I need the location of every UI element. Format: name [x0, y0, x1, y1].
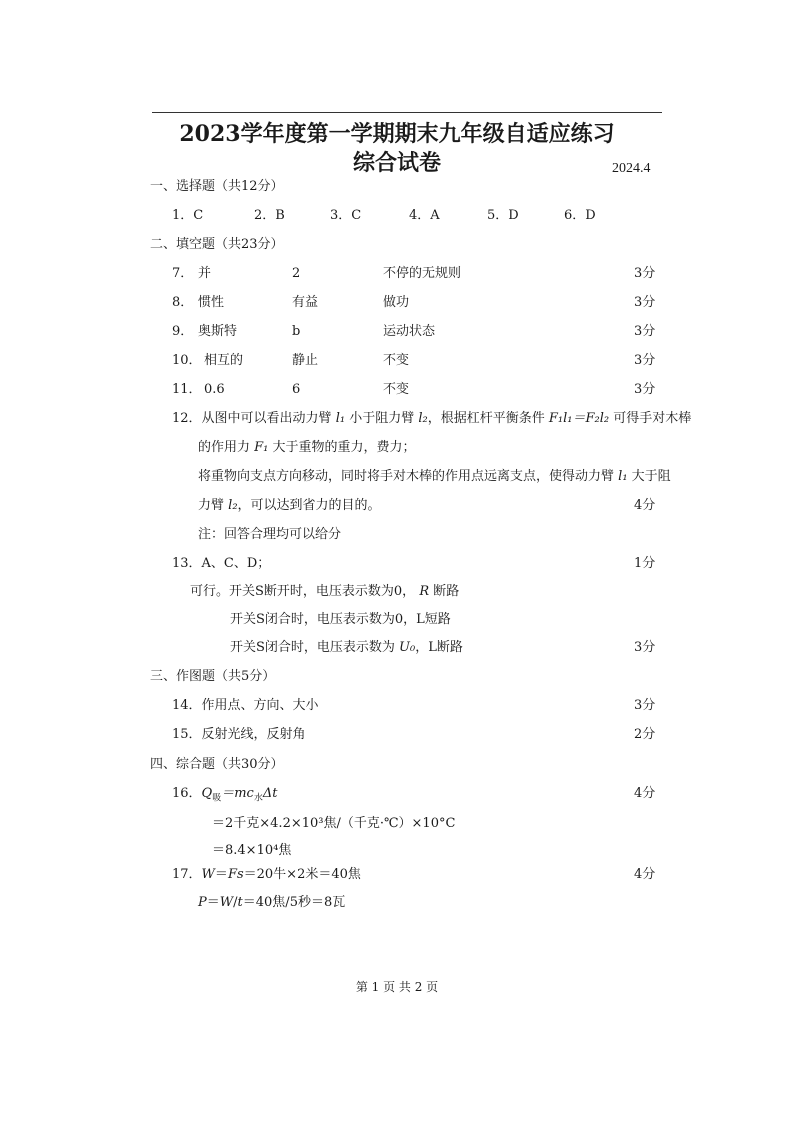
section-drawing-heading: 三、作图题（共5分） — [150, 669, 276, 684]
q12-score: 4分 — [634, 498, 656, 513]
q12-line-1: 12．从图中可以看出动力臂 l₁ 小于阻力臂 l₂，根据杠杆平衡条件 F₁l₁＝F₂l₂ 可得手对木棒 — [172, 411, 692, 426]
fill-8-a: 惯性 — [198, 295, 225, 310]
q12-line-3: 将重物向支点方向移动，同时将手对木棒的作用点远离支点，使得动力臂 l₁ 大于阻 — [198, 469, 671, 484]
page-footer: 第 1 页 共 2 页 — [355, 980, 439, 994]
q14-score: 3分 — [634, 698, 656, 713]
fill-9-c: 运动状态 — [383, 324, 436, 339]
q12-line-4: 力臂 l₂，可以达到省力的目的。 — [198, 498, 381, 513]
q16-formula-1: 16．$Q_吸=mc_水\Delta t$ — [172, 786, 278, 804]
fill-11-score: 3分 — [634, 382, 656, 397]
title-line-1: 2023学年度第一学期期末九年级自适应练习 — [179, 121, 615, 147]
section-choice-heading: 一、选择题（共12分） — [150, 179, 284, 194]
fill-10-score: 3分 — [634, 353, 656, 368]
q16-formula-3: ＝8.4×10⁴焦 — [212, 843, 292, 858]
fill-7-a: 并 — [198, 266, 212, 281]
fill-10-b: 静止 — [292, 353, 319, 368]
mc-answer-1: 1．C — [172, 208, 204, 223]
q12-line-2: 的作用力 F₁ 大于重物的重力，费力； — [198, 440, 416, 455]
mc-answer-6: 6．D — [564, 208, 596, 223]
q12-note: 注：回答合理均可以给分 — [198, 527, 342, 542]
section-comprehensive-heading: 四、综合题（共30分） — [150, 757, 284, 772]
fill-num-9: 9． — [172, 324, 194, 339]
title-line-2: 综合试卷 — [352, 150, 441, 176]
q15-score: 2分 — [634, 727, 656, 742]
q15-text: 15．反射光线，反射角 — [172, 727, 306, 742]
fill-9-a: 奥斯特 — [198, 324, 238, 339]
mc-answer-2: 2．B — [254, 208, 285, 223]
fill-8-c: 做功 — [383, 295, 410, 310]
top-rule — [152, 112, 662, 113]
q17-formula-2: P＝W/t＝40焦/5秒＝8瓦 — [198, 895, 346, 910]
fill-11-b: 6 — [292, 382, 301, 397]
q16-formula-2: ＝2千克×4.2×10³焦/（千克·℃）×10°C — [212, 816, 456, 831]
exam-date: 2024.4 — [612, 161, 651, 176]
section-fill-heading: 二、填空题（共23分） — [150, 237, 284, 252]
fill-7-score: 3分 — [634, 266, 656, 281]
q17-formula-1: 17．W＝Fs＝20牛×2米＝40焦 — [172, 867, 361, 882]
q13-score-1: 1分 — [634, 556, 656, 571]
q13-line-2: 可行。开关S断开时，电压表示数为0， R 断路 — [190, 584, 460, 599]
fill-11-a: 0.6 — [204, 382, 225, 397]
q13-line-1: 13．A、C、D； — [172, 556, 271, 571]
q14-text: 14．作用点、方向、大小 — [172, 698, 319, 713]
fill-num-8: 8． — [172, 295, 194, 310]
q16-score: 4分 — [634, 786, 656, 801]
mc-answer-5: 5．D — [487, 208, 519, 223]
q17-score: 4分 — [634, 867, 656, 882]
mc-answer-3: 3．C — [330, 208, 362, 223]
q13-line-3: 开关S闭合时，电压表示数为0，L短路 — [230, 612, 451, 627]
fill-num-11: 11． — [172, 382, 202, 397]
fill-8-b: 有益 — [292, 295, 319, 310]
fill-10-c: 不变 — [383, 353, 410, 368]
fill-11-c: 不变 — [383, 382, 410, 397]
fill-num-10: 10． — [172, 353, 202, 368]
fill-num-7: 7． — [172, 266, 194, 281]
fill-8-score: 3分 — [634, 295, 656, 310]
mc-answer-4: 4．A — [409, 208, 440, 223]
fill-7-b: 2 — [292, 266, 301, 281]
fill-9-b: b — [292, 324, 301, 339]
q13-score-4: 3分 — [634, 640, 656, 655]
fill-7-c: 不停的无规则 — [383, 266, 462, 281]
fill-9-score: 3分 — [634, 324, 656, 339]
q13-line-4: 开关S闭合时，电压表示数为 U₀，L断路 — [230, 640, 463, 655]
fill-10-a: 相互的 — [204, 353, 244, 368]
